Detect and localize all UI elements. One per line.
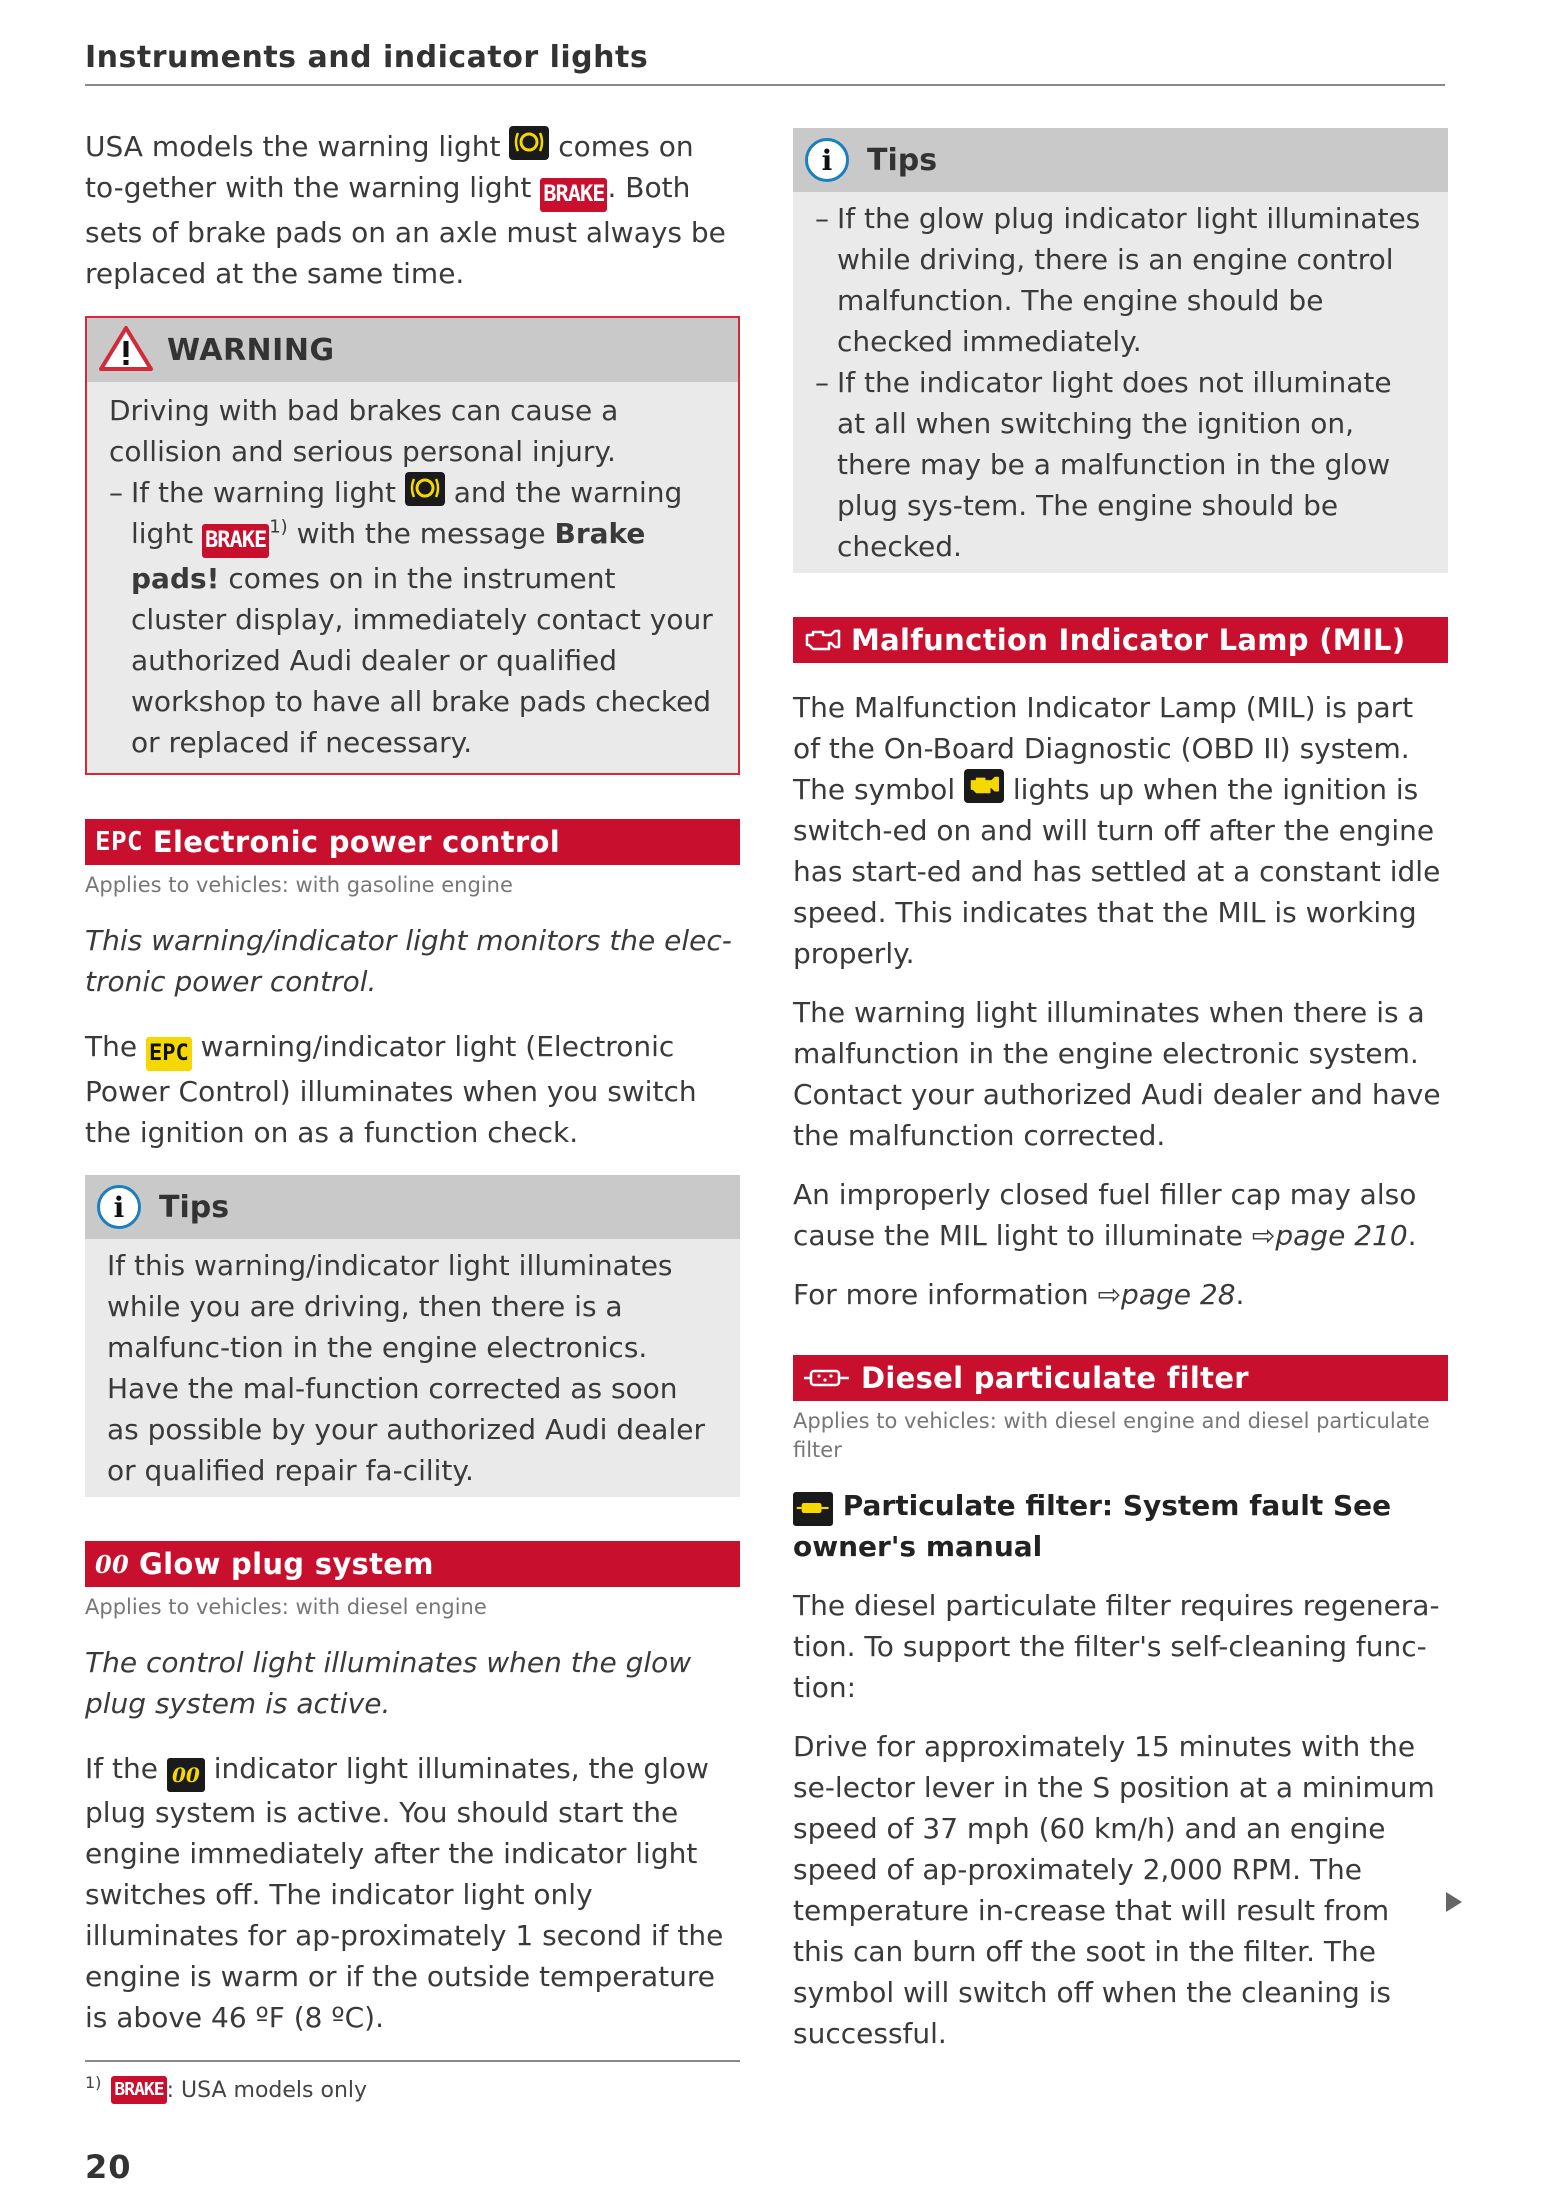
list-dash: – [815, 366, 829, 399]
epc-icon: EPC [95, 827, 143, 857]
info-circle-icon: i [805, 138, 849, 182]
glow-intro: The control light illuminates when the glow plug system is active. [85, 1646, 692, 1720]
mil-paragraph-3 [793, 1174, 1448, 1256]
warning-line-1: Driving with bad brakes can cause a collision and serious personal injury. [109, 394, 619, 468]
list-dash: – [815, 202, 829, 235]
glow-paragraph [85, 1748, 740, 2038]
tips-list-item [815, 198, 1426, 362]
tips-text: If this warning/indicator light illuminates while you are driving, then there is a malfunc-tion in the engine electronics. Have the mal-function corrected as soon as possible by your authorized Audi dealer or qualified repair fa-cility. [107, 1249, 705, 1487]
intro-text-3: . Both sets of brake pads on an axle must always be replaced at the same time. [85, 171, 726, 290]
info-circle-icon: i [97, 1185, 141, 1229]
warning-list-item [109, 472, 716, 763]
brake-pad-wear-icon [509, 126, 549, 160]
epc-text-1: The [85, 1030, 146, 1063]
mil-text-4-end: . [1235, 1278, 1245, 1311]
intro-text-1: USA models the warning light [85, 130, 510, 163]
tips-list-item [815, 362, 1426, 567]
page-number: 20 [85, 2148, 132, 2186]
diesel-particulate-filter-icon [803, 1367, 851, 1389]
warning-body [87, 382, 738, 773]
glow-text-1: If the [85, 1752, 167, 1785]
glow-plug-icon: 00 [95, 1549, 129, 1579]
epc-section-heading [85, 819, 740, 865]
warning-item-text-3: with the message [287, 517, 555, 550]
tips-title: Tips [159, 1189, 230, 1225]
dpf-paragraph-2: Drive for approximately 15 minutes with the se-lector lever in the S position at a minimum speed of 37 mph (60 km/h) and an engine speed of ap-proximately 2,000 RPM. The temperature in-crease that will result from this can burn off the soot in the filter. The symbol will switch off when the cleaning is successful. [793, 1730, 1435, 2050]
glow-applies: Applies to vehicles: with diesel engine [85, 1595, 487, 1619]
mil-paragraph-2: The warning light illuminates when there is a malfunction in the engine electronic system. Contact your authorized Audi dealer and have the malfunction corrected. [793, 996, 1441, 1152]
warning-item-text [131, 472, 716, 763]
tips-box-epc [85, 1175, 740, 1497]
dpf-subheading [793, 1485, 1448, 1567]
brake-symbol: BRAKE [111, 2076, 166, 2104]
header-divider [85, 84, 1445, 86]
tips-item-1: If the glow plug indicator light illuminates while driving, there is an engine control malfunction. The engine should be checked immediately. [837, 202, 1421, 358]
dpf-subheading-text: Particulate filter: System fault See owner's manual [793, 1489, 1392, 1563]
warning-item-text-1: If the warning light [131, 476, 405, 509]
footnote-divider [85, 2060, 740, 2062]
footnote-mark: 1) [85, 2072, 102, 2092]
footnote-ref: 1) [269, 516, 288, 538]
intro-paragraph [85, 126, 740, 294]
glow-plug-symbol: 00 [167, 1758, 205, 1792]
warning-item-text-4: comes on in the instrument cluster display, immediately contact your authorized Audi dealer or qualified workshop to have all brake pads checked or replaced if necessary. [131, 562, 713, 759]
brake-pad-wear-icon [405, 472, 445, 506]
tips-box-glow [793, 128, 1448, 573]
mil-paragraph-1 [793, 687, 1448, 974]
warning-triangle-icon [99, 325, 153, 375]
tips-body [85, 1239, 740, 1497]
page-header-title: Instruments and indicator lights [85, 40, 649, 75]
brake-symbol: BRAKE [202, 524, 269, 558]
footnote-text: : USA models only [166, 2077, 368, 2103]
warning-message-bold: Brake pads! [131, 517, 646, 595]
mil-text-4: For more information [793, 1278, 1098, 1311]
mil-text-1: The Malfunction Indicator Lamp (MIL) is part of the On-Board Diagnostic (OBD II) system. The symbol [793, 691, 1414, 806]
epc-text-2: warning/indicator light (Electronic Power Control) illuminates when you switch the ignition on as a function check. [85, 1030, 697, 1149]
continue-arrow-icon [1446, 1892, 1462, 1912]
warning-title: WARNING [167, 332, 335, 368]
engine-check-icon [964, 769, 1004, 803]
glow-text-2: indicator light illuminates, the glow plug system is active. You should start the engine immediately after the indicator light switches off. The indicator light only illuminates for ap-proximately 1 second if the engine is warm or if the outside temperature is above 46 ºF (8 ºC). [85, 1752, 724, 2034]
footnote [85, 2072, 368, 2104]
mil-text-3-end: . [1407, 1219, 1417, 1252]
epc-applies: Applies to vehicles: with gasoline engine [85, 873, 513, 897]
dpf-applies: Applies to vehicles: with diesel engine and diesel particulate filter [793, 1409, 1430, 1462]
tips-header [793, 128, 1448, 192]
right-column [793, 128, 1448, 2054]
diesel-particulate-filter-icon [793, 1492, 833, 1526]
warning-header [87, 318, 738, 382]
warning-item-text-2: and the warning light [131, 476, 683, 550]
epc-intro: This warning/indicator light monitors the elec-tronic power control. [85, 924, 732, 998]
epc-symbol: EPC [146, 1037, 192, 1071]
dpf-section-heading [793, 1355, 1448, 1401]
page-210-link[interactable]: ⇨page 210 [1251, 1219, 1408, 1252]
list-dash: – [109, 476, 123, 509]
mil-text-3: An improperly closed fuel filler cap may also cause the MIL light to illuminate [793, 1178, 1417, 1252]
tips-header [85, 1175, 740, 1239]
intro-text-2: comes on to-gether with the warning light [85, 130, 694, 204]
left-column [85, 120, 740, 2038]
epc-paragraph [85, 1026, 740, 1153]
tips-title: Tips [867, 142, 938, 178]
tips-item-2: If the indicator light does not illuminate at all when switching the ignition on, there may be a malfunction in the glow plug sys-tem. The engine should be checked. [837, 366, 1392, 563]
glow-section-heading [85, 1541, 740, 1587]
brake-symbol: BRAKE [540, 178, 607, 212]
glow-heading-text: Glow plug system [139, 1547, 434, 1581]
mil-text-2: lights up when the ignition is switch-ed on and will turn off after the engine has start-ed and has settled at a constant idle speed. This indicates that the MIL is working properly. [793, 773, 1441, 970]
tips-body [793, 192, 1448, 573]
epc-heading-text: Electronic power control [152, 825, 560, 859]
mil-heading-text: Malfunction Indicator Lamp (MIL) [851, 623, 1406, 657]
engine-check-icon [803, 627, 841, 653]
mil-paragraph-4 [793, 1274, 1448, 1315]
dpf-heading-text: Diesel particulate filter [861, 1361, 1249, 1395]
warning-box [85, 316, 740, 775]
dpf-paragraph-1: The diesel particulate filter requires regenera-tion. To support the filter's self-cleaning func-tion: [793, 1589, 1440, 1704]
page-28-link[interactable]: ⇨page 28 [1097, 1278, 1236, 1311]
mil-section-heading [793, 617, 1448, 663]
